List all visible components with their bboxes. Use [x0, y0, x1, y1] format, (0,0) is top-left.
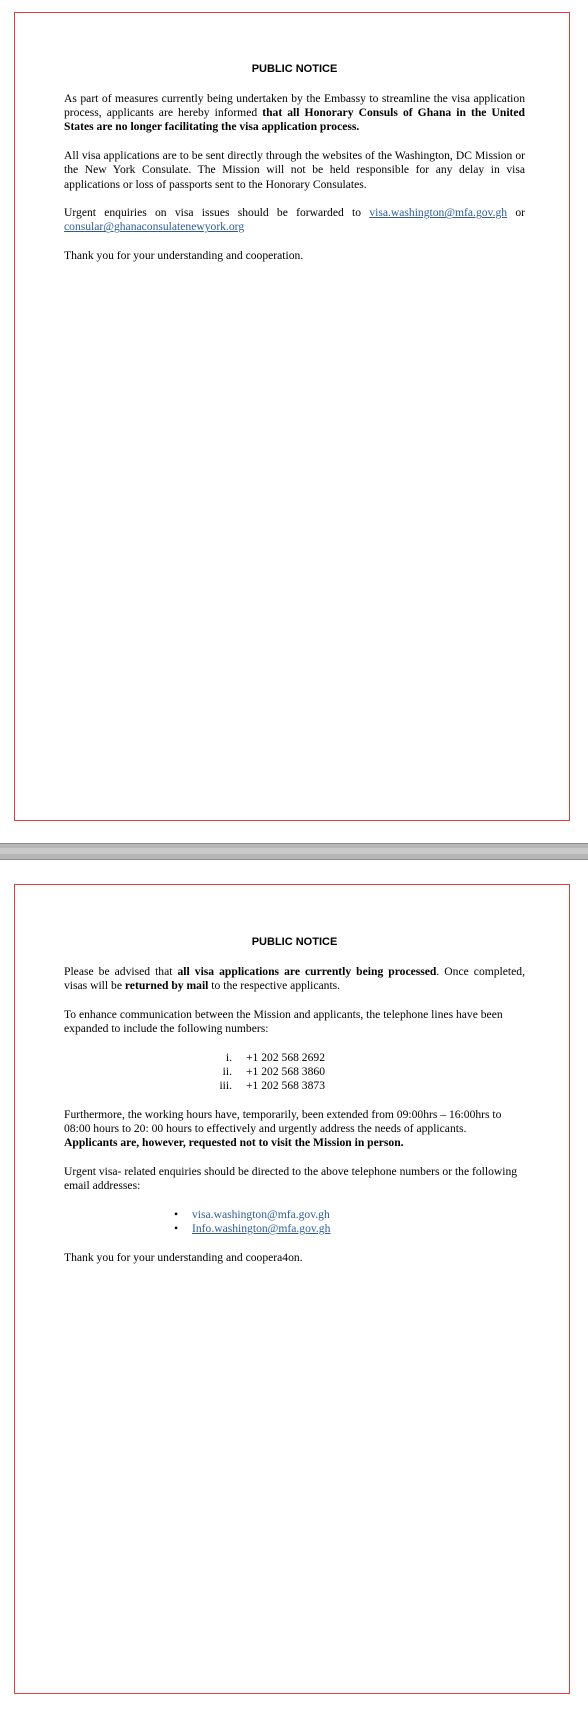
notice-page-2 — [14, 884, 570, 1694]
page-1-paragraph-3 — [64, 206, 525, 234]
page-2-paragraph-3-text: Furthermore, the working hours have, temporarily, been extended from 09:00hrs – 16:00hrs to 08:00 hours to 20: 00 hours to effectively and urgently address the needs of applicants. — [64, 1107, 502, 1136]
page-1-paragraph-3-or: or — [507, 206, 525, 220]
page-1-closing: Thank you for your understanding and cooperation. — [64, 249, 304, 263]
page-2-paragraph-1-e: to the respective applicants. — [208, 979, 341, 993]
page-2-paragraph-3 — [64, 1108, 525, 1151]
page-2-paragraph-2: To enhance communication between the Mission and applicants, the telephone lines have been expanded to include the following numbers: — [64, 1007, 503, 1036]
email-list-item — [64, 1222, 525, 1236]
phone-number-list — [64, 1051, 525, 1094]
page-1-paragraph-1-bold: that all Honorary Consuls of Ghana in the United States are no longer facilitating the visa application process. — [64, 106, 526, 134]
page-2-paragraph-1-d: returned by mail — [124, 979, 209, 993]
notice-page-1 — [14, 12, 570, 821]
page-1-content — [64, 62, 525, 278]
page-2-title: PUBLIC NOTICE — [251, 936, 338, 948]
page-2-paragraph-4: Urgent visa- related enquiries should be directed to the above telephone numbers or the following email addresses: — [64, 1164, 518, 1193]
page-2-paragraph-1-c: . Once completed, visas will be — [64, 965, 525, 993]
phone-number: +1 202 568 3860 — [246, 1065, 325, 1078]
phone-list-item — [64, 1079, 525, 1093]
page-separator-inner — [0, 848, 588, 854]
phone-list-item — [64, 1051, 525, 1065]
page-2-paragraph-1 — [64, 965, 525, 993]
page-1-title: PUBLIC NOTICE — [251, 63, 338, 75]
page-2-paragraph-1-b: all visa applications are currently being processed — [177, 965, 437, 978]
email-list-item — [64, 1208, 525, 1222]
email-link-visa-washington[interactable]: visa.washington@mfa.gov.gh — [192, 1207, 330, 1221]
page-2-closing: Thank you for your understanding and coopera4on. — [64, 1250, 303, 1264]
bullet-icon: • — [174, 1207, 179, 1221]
page-2-paragraph-1-a: Please be advised that — [64, 965, 178, 978]
phone-list-marker: ii. — [222, 1065, 232, 1078]
page-1-paragraph-2: All visa applications are to be sent directly through the websites of the Washington, DC Mission or the New York Consulate. The Mission will not be held responsible for any delay in visa applications or loss of passports sent to the Honorary Consulates. — [64, 149, 525, 191]
email-link-visa-washington[interactable]: visa.washington@mfa.gov.gh — [369, 206, 508, 220]
phone-list-marker: i. — [225, 1050, 232, 1064]
page-1-paragraph-3-text: Urgent enquiries on visa issues should be forwarded to — [64, 206, 370, 220]
page-1-paragraph-1 — [64, 92, 525, 135]
page-2-content — [64, 935, 525, 1279]
phone-list-marker: iii. — [219, 1079, 232, 1093]
email-list — [64, 1208, 525, 1236]
phone-number: +1 202 568 2692 — [246, 1050, 325, 1064]
phone-number: +1 202 568 3873 — [246, 1079, 325, 1093]
email-link-info-washington[interactable]: Info.washington@mfa.gov.gh — [192, 1222, 331, 1236]
email-link-consular-newyork[interactable]: consular@ghanaconsulatenewyork.org — [64, 220, 245, 234]
bullet-icon: • — [174, 1222, 179, 1236]
page-2-paragraph-3-bold: Applicants are, however, requested not to visit the Mission in person. — [64, 1136, 404, 1150]
page-1-paragraph-1-text: As part of measures currently being undertaken by the Embassy to streamline the visa application process, applicants are hereby informed — [64, 92, 525, 120]
phone-list-item — [64, 1065, 525, 1079]
page-separator — [0, 843, 588, 860]
